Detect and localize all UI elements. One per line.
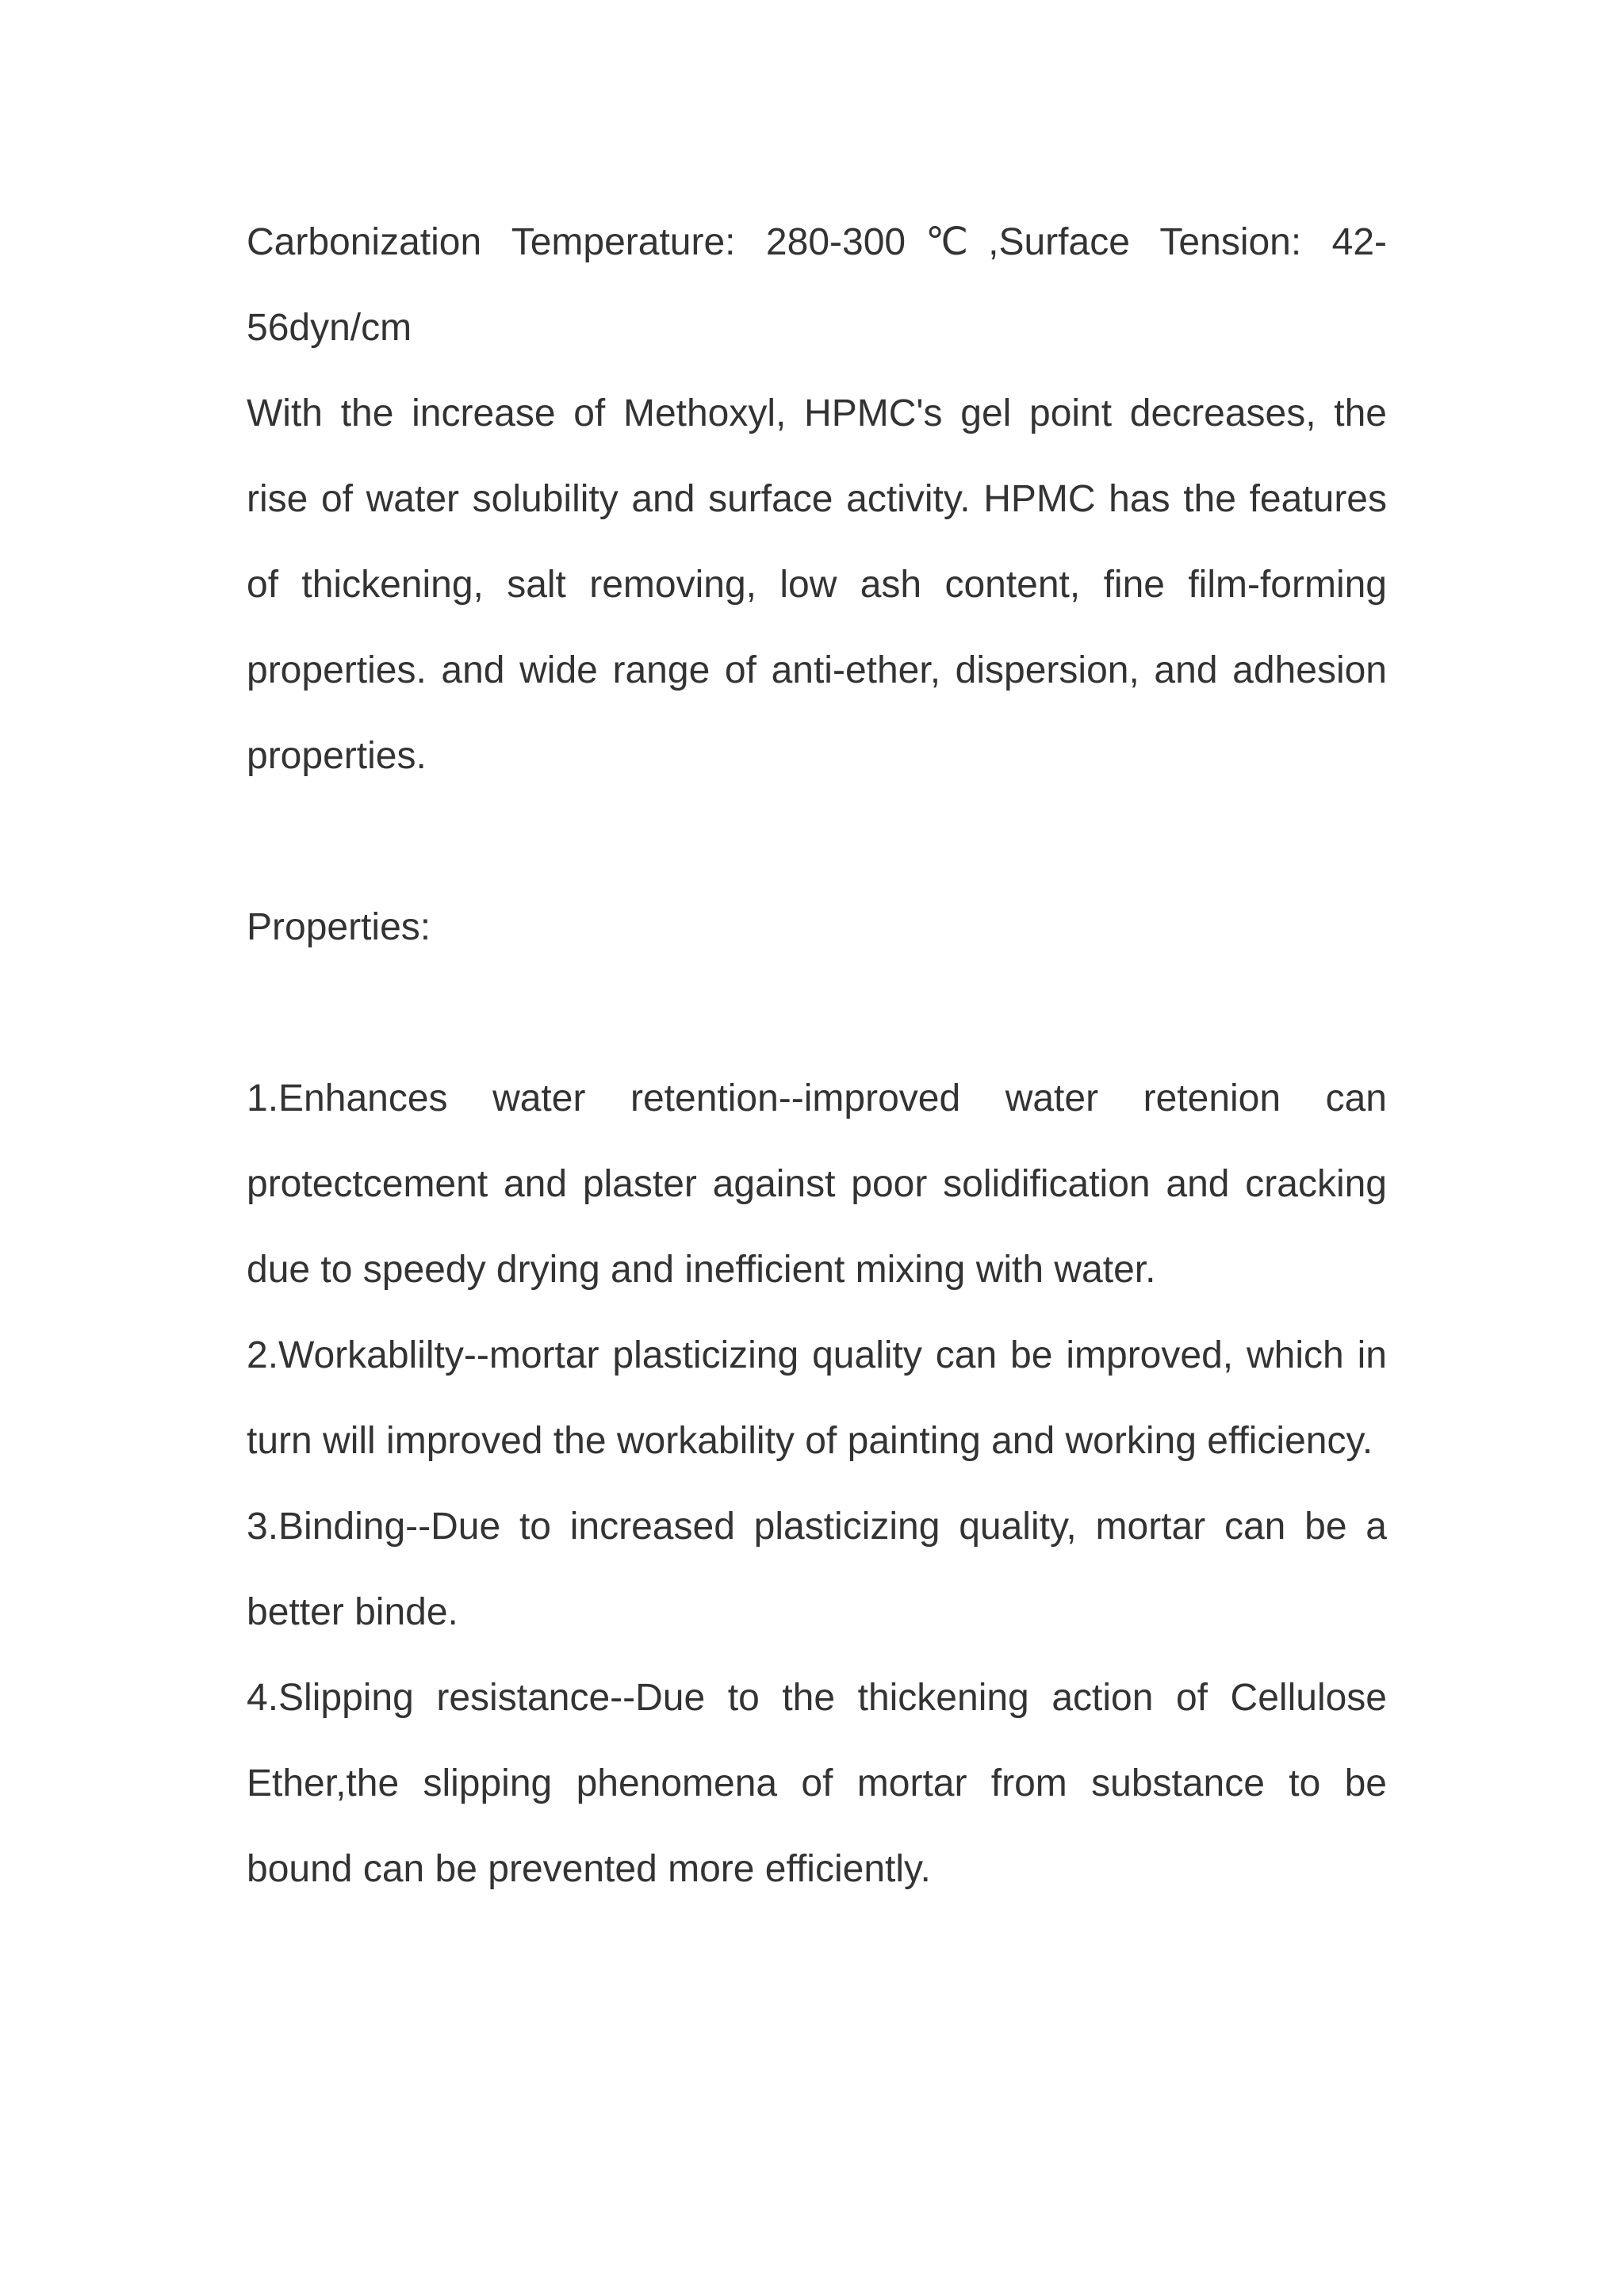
property-item-binding: 3.Binding--Due to increased plasticizing quality, mortar can be a better binde. xyxy=(247,1506,1387,1633)
methoxyl-hpmc-paragraph: With the increase of Methoxyl, HPMC's gel point decreases, the rise of water solubility and surface activity. HPMC has the features of thickening, salt removing, low ash content, fine film-forming properties. and wide range of anti-ether, dispersion, and adhesion properties. xyxy=(247,392,1387,777)
properties-heading: Properties: xyxy=(247,906,431,948)
spacer xyxy=(247,799,1387,885)
property-item-slipping-resistance: 4.Slipping resistance--Due to the thickening action of Cellulose Ether,the slipping phenomena of mortar from substance to be bound can be prevented more efficiently. xyxy=(247,1677,1387,1890)
property-item-workability: 2.Workablilty--mortar plasticizing quality can be improved, which in turn will improved the workability of painting and working efficiency. xyxy=(247,1334,1387,1462)
property-item-water-retention: 1.Enhances water retention--improved water retenion can protectcement and plaster against poor solidification and cracking due to speedy drying and inefficient mixing with water. xyxy=(247,1077,1387,1291)
document-body xyxy=(247,200,1387,1912)
spacer xyxy=(247,970,1387,1056)
carbonization-surface-tension-text: Carbonization Temperature: 280-300℃,Surface Tension: 42-56dyn/cm xyxy=(247,221,1387,349)
